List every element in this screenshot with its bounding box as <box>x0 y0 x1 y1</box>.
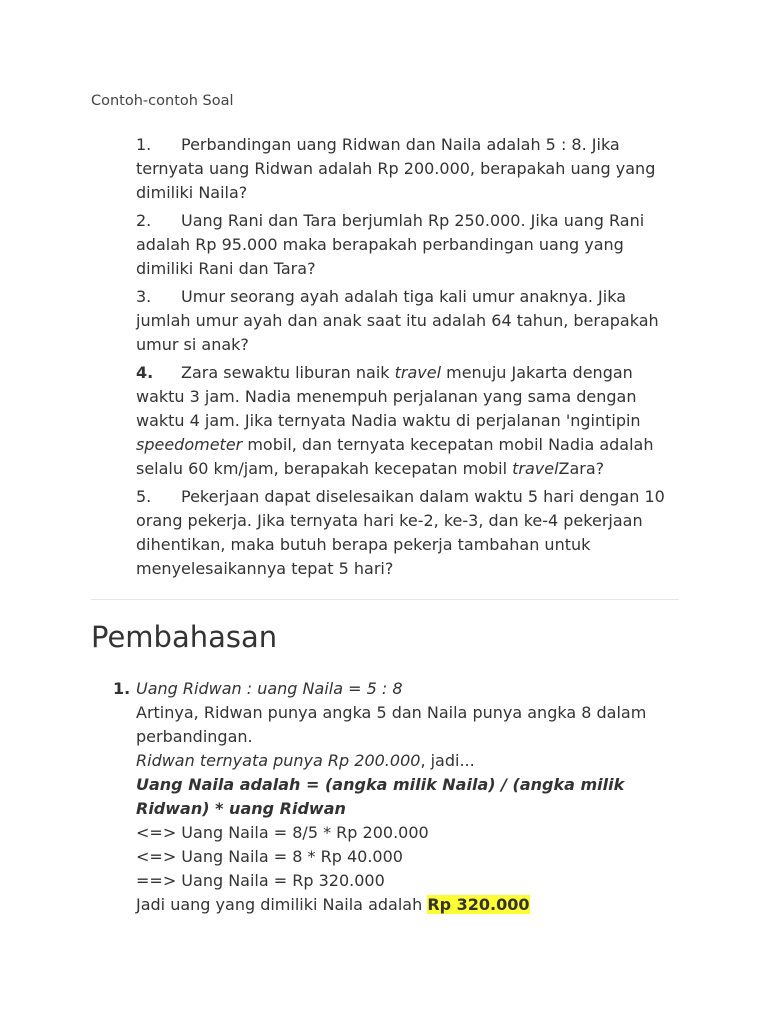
question-number: 4. <box>136 363 154 382</box>
answer-given-suffix: , jadi... <box>420 751 475 770</box>
answer-step: <=> Uang Naila = 8/5 * Rp 200.000 <box>136 823 429 842</box>
answer-body <box>136 677 666 917</box>
question-text: Perbandingan uang Ridwan dan Naila adalah 5 : 8. Jika ternyata uang Ridwan adalah Rp 200.000, berapakah uang yang dimiliki Naila? <box>136 135 656 202</box>
question-item <box>136 285 681 357</box>
question-text-part: Zara? <box>558 459 605 478</box>
question-list <box>136 133 681 585</box>
question-text-part: Zara sewaktu liburan naik <box>181 363 395 382</box>
question-text: Uang Rani dan Tara berjumlah Rp 250.000. Jika uang Rani adalah Rp 95.000 maka berapakah perbandingan uang yang dimiliki Rani dan Tara? <box>136 211 645 278</box>
question-text-italic: travel <box>512 459 559 478</box>
question-number: 1. <box>136 135 152 154</box>
question-number: 5. <box>136 487 152 506</box>
question-text-part: mobil, dan ternyata kecepatan mobil Nadia adalah selalu 60 km/jam, berapakah kecepatan mobil <box>136 435 654 478</box>
question-item <box>136 133 681 205</box>
answer-ratio: Uang Ridwan : uang Naila = 5 : 8 <box>136 679 403 698</box>
question-number: 2. <box>136 211 152 230</box>
answer-result-highlight: Rp 320.000 <box>427 895 530 914</box>
answer-meaning: Artinya, Ridwan punya angka 5 dan Naila punya angka 8 dalam perbandingan. <box>136 703 647 746</box>
discussion-heading: Pembahasan <box>91 620 278 654</box>
answer-number: 1. <box>113 679 131 698</box>
question-item <box>136 485 681 581</box>
answer-item <box>91 677 681 917</box>
answer-formula-text: Uang Naila adalah = (angka milik Naila) / (angka milik Ridwan) * uang Ridwan <box>136 775 625 818</box>
answer-given: Ridwan ternyata punya Rp 200.000 <box>136 751 421 770</box>
answer-step: <=> Uang Naila = 8 * Rp 40.000 <box>136 847 403 866</box>
question-text-italic: travel <box>394 363 442 382</box>
question-text-part: menuju Jakarta dengan waktu 3 jam. Nadia menempuh perjalanan yang sama dengan waktu 4 jam. Jika ternyata Nadia waktu di perjalanan 'ngintipin <box>136 363 641 430</box>
question-item <box>136 361 681 481</box>
section-divider <box>91 599 679 600</box>
answer-conclusion-line <box>136 893 666 917</box>
answer-step: ==> Uang Naila = Rp 320.000 <box>136 871 385 890</box>
answer-formula <box>136 773 666 821</box>
question-item <box>136 209 681 281</box>
question-text-italic: speedometer <box>136 435 243 454</box>
answer-given-line <box>136 749 666 773</box>
question-number: 3. <box>136 287 152 306</box>
section-title: Contoh-contoh Soal <box>91 93 234 109</box>
answer-conclusion: Jadi uang yang dimiliki Naila adalah <box>136 895 428 914</box>
question-text: Umur seorang ayah adalah tiga kali umur anaknya. Jika jumlah umur ayah dan anak saat itu adalah 64 tahun, berapakah umur si anak? <box>136 287 659 354</box>
question-text: Pekerjaan dapat diselesaikan dalam waktu 5 hari dengan 10 orang pekerja. Jika ternyata hari ke-2, ke-3, dan ke-4 pekerjaan dihentikan, maka butuh berapa pekerja tambahan untuk menyelesaikannya tepat 5 hari? <box>136 487 665 578</box>
